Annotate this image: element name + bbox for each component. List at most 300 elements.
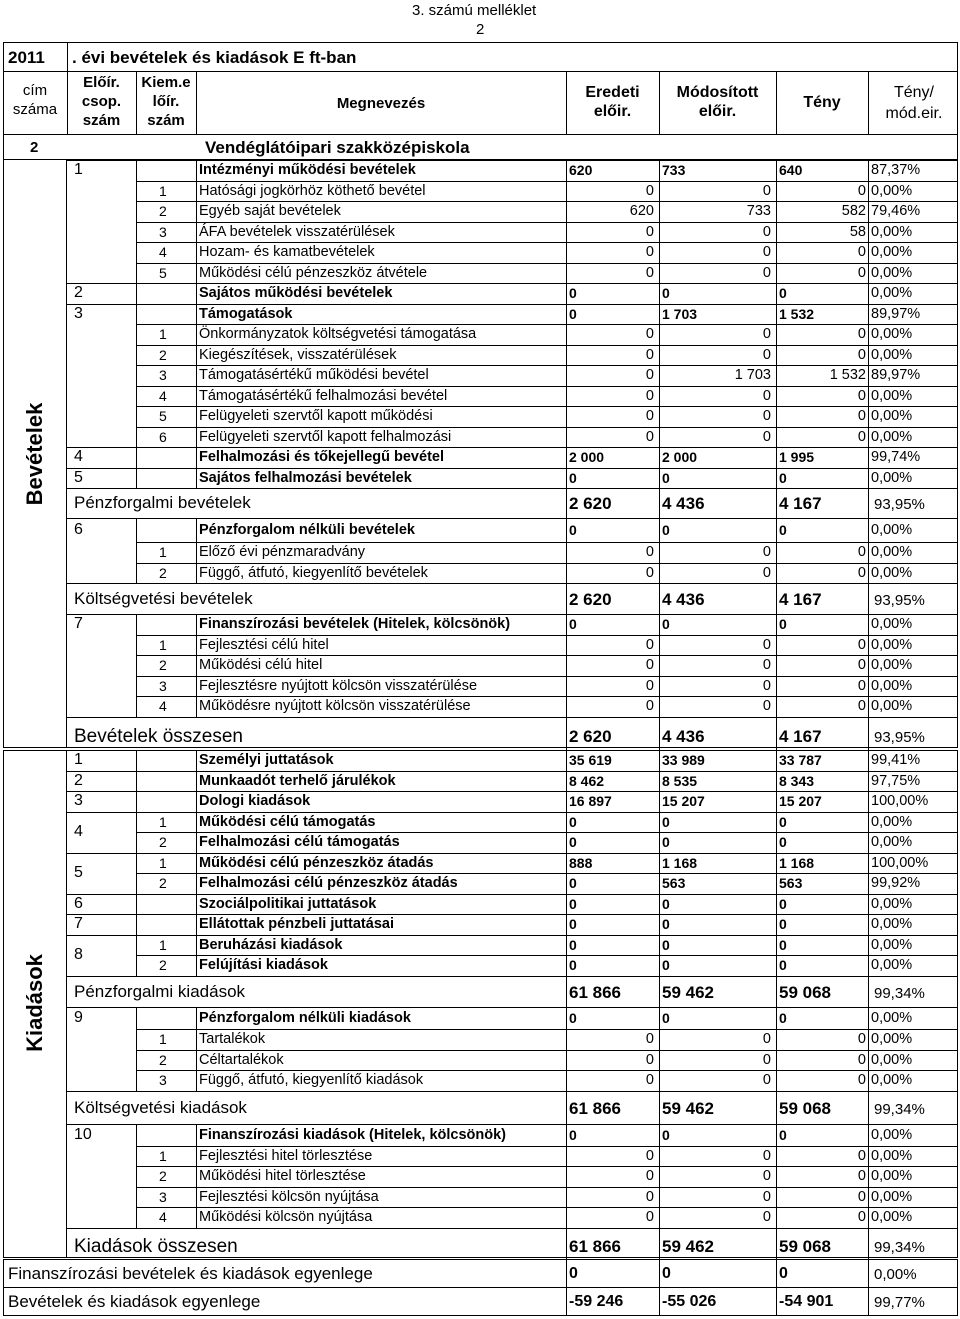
row-label: Pénzforgalom nélküli kiadások	[199, 1009, 411, 1026]
grid-line	[196, 955, 197, 976]
cell-percent: 0,00%	[871, 636, 913, 653]
cell-percent: 0,00%	[871, 346, 913, 363]
cell-eredeti: 0	[569, 957, 577, 973]
row-label: Támogatásértékű felhalmozási bevétel	[199, 387, 448, 404]
grid-line	[196, 894, 197, 915]
grid-line	[136, 222, 137, 243]
row-label: Felügyeleti szervtől kapott működési	[199, 408, 433, 424]
grid-line	[136, 324, 137, 345]
grid-line	[868, 324, 869, 345]
grid-line	[66, 914, 958, 915]
cell-eredeti: 0	[645, 1072, 654, 1088]
row-label: Működési célú pénzeszköz átadás	[199, 854, 434, 871]
cell-teny: 0	[857, 1209, 866, 1225]
grid-line	[196, 1007, 197, 1030]
row-sub-number: 2	[159, 875, 167, 891]
cell-teny: 0	[857, 182, 866, 199]
grid-line	[659, 832, 660, 853]
grid-line	[566, 1228, 567, 1263]
row-sub-number: 1	[159, 1031, 167, 1047]
row-label: Tartalékok	[199, 1031, 266, 1047]
cell-modositott: 4 436	[662, 494, 705, 513]
grid-line	[196, 386, 197, 407]
cell-teny: 1 532	[779, 305, 815, 322]
grid-line	[566, 447, 567, 468]
grid-line	[196, 518, 197, 542]
grid-line	[196, 1166, 197, 1187]
grid-line	[136, 542, 137, 563]
cell-percent: 89,97%	[871, 367, 921, 383]
grid-line	[196, 563, 197, 584]
row-group-number: 3	[74, 304, 83, 322]
cell-modositott: 0	[762, 326, 771, 342]
cell-percent: 89,97%	[871, 305, 921, 322]
row-sub-number: 1	[159, 936, 167, 953]
row-group-number: 5	[74, 468, 83, 486]
cell-teny: 59 068	[779, 982, 831, 1002]
grid-line	[659, 812, 660, 833]
row-group-number: 1	[74, 161, 83, 178]
grid-line	[136, 242, 137, 263]
cell-percent: 0,00%	[871, 408, 913, 424]
row-label: Felügyeleti szervtől kapott felhalmozási	[199, 428, 452, 445]
grid-line	[196, 304, 197, 325]
cell-eredeti: 0	[645, 1168, 654, 1184]
cell-teny: 0	[857, 1051, 866, 1068]
cell-modositott: 0	[662, 813, 670, 830]
cell-teny: 0	[779, 957, 787, 973]
grid-line	[659, 873, 660, 894]
grid-line	[136, 1207, 137, 1228]
grid-line	[566, 283, 567, 304]
grid-line	[136, 935, 137, 956]
row-sub-number: 1	[159, 182, 167, 199]
row-label: Támogatások	[199, 305, 293, 322]
cell-eredeti: 0	[569, 616, 577, 632]
cell-teny: 640	[779, 162, 803, 178]
grid-line	[66, 853, 958, 854]
row-label: ÁFA bevételek visszatérülések	[199, 223, 395, 240]
grid-line	[196, 812, 197, 833]
grid-line	[196, 771, 197, 792]
grid-line	[566, 914, 567, 935]
grid-line	[136, 696, 958, 697]
grid-line	[566, 1007, 567, 1030]
grid-line	[196, 853, 197, 874]
cell-modositott: 0	[662, 1265, 671, 1282]
cell-teny: 0	[857, 428, 866, 445]
row-sub-number: 4	[159, 244, 167, 260]
cell-percent: 0,00%	[871, 895, 913, 912]
grid-line	[136, 242, 958, 243]
header-eredeti: előir.	[593, 103, 632, 120]
cell-eredeti: 35 619	[569, 752, 612, 768]
grid-line	[66, 1228, 958, 1229]
cell-teny: 59 068	[779, 1098, 831, 1118]
cell-eredeti: 0	[569, 285, 577, 301]
subtotal-label: Költségvetési kiadások	[74, 1097, 247, 1117]
row-group-number: 10	[74, 1125, 92, 1143]
grid-line	[566, 750, 567, 771]
grid-line	[566, 853, 567, 874]
grid-line	[659, 468, 660, 489]
row-group-number: 7	[74, 615, 83, 632]
cell-eredeti: 0	[645, 1188, 654, 1205]
cell-modositott: 0	[762, 564, 771, 581]
cell-eredeti: 0	[645, 636, 654, 653]
grid-line	[196, 914, 197, 935]
grid-line	[196, 696, 197, 717]
grid-line	[868, 791, 869, 812]
grid-line	[136, 955, 958, 956]
cell-teny: 582	[841, 203, 866, 219]
grid-line	[136, 635, 958, 636]
grid-line	[136, 365, 958, 366]
cell-teny: 0	[857, 1147, 866, 1164]
grid-line	[66, 160, 958, 161]
grid-line	[136, 894, 137, 915]
cell-modositott: 0	[662, 936, 670, 953]
grid-line	[136, 345, 137, 366]
cell-teny: 563	[779, 875, 803, 891]
row-sub-number: 1	[159, 544, 167, 560]
grid-line	[566, 304, 567, 325]
grid-line	[659, 955, 660, 976]
grid-line	[196, 283, 197, 304]
cell-modositott: 0	[662, 469, 670, 486]
cell-modositott: 0	[762, 677, 771, 694]
cell-percent: 0,00%	[871, 1188, 913, 1205]
grid-line	[868, 1070, 869, 1091]
grid-line	[136, 1146, 958, 1147]
cell-teny: 0	[779, 1265, 788, 1282]
cell-eredeti: 0	[569, 469, 577, 486]
row-sub-number: 3	[159, 1188, 167, 1205]
grid-line	[196, 324, 197, 345]
grid-line	[868, 914, 869, 935]
grid-line	[136, 468, 137, 489]
grid-line	[136, 676, 137, 697]
row-label: Működési célú hitel	[199, 657, 323, 673]
grid-line	[659, 976, 660, 1007]
cell-teny: 0	[779, 895, 787, 912]
grid-line	[196, 1050, 197, 1071]
grid-line	[776, 812, 777, 833]
row-group-number: 2	[74, 771, 83, 789]
cell-eredeti: 61 866	[569, 1098, 621, 1118]
grid-line	[566, 71, 567, 135]
cell-eredeti: 0	[569, 936, 577, 953]
grid-line	[776, 935, 777, 956]
grid-line	[659, 771, 660, 792]
grid-line	[566, 518, 567, 542]
grid-line	[136, 676, 958, 677]
cell-teny: 4 167	[779, 726, 822, 746]
row-label: Céltartalékok	[199, 1051, 284, 1068]
cell-modositott: 4 436	[662, 726, 705, 746]
grid-line	[566, 583, 567, 614]
grid-line	[136, 447, 137, 468]
cell-eredeti: 0	[645, 326, 654, 342]
grid-line	[136, 1124, 137, 1146]
grid-line	[196, 1029, 197, 1050]
grid-line	[659, 935, 660, 956]
header-teny: Tény	[803, 94, 841, 111]
row-label: Függő, átfutó, kiegyenlítő kiadások	[199, 1072, 424, 1088]
grid-line	[776, 717, 777, 755]
cell-percent: 0,00%	[871, 1031, 913, 1047]
cell-modositott: 0	[762, 698, 771, 714]
row-sub-number: 2	[159, 203, 167, 219]
cell-modositott: 59 462	[662, 982, 714, 1002]
row-group-number: 6	[74, 521, 83, 538]
cell-eredeti: 0	[645, 1147, 654, 1164]
cell-eredeti: 0	[569, 916, 577, 932]
header-eredeti: Eredeti	[585, 84, 640, 101]
row-group-number: 6	[74, 894, 83, 912]
grid-line	[136, 853, 137, 874]
cell-percent: 93,95%	[874, 728, 925, 746]
institution-name: Vendéglátóipari szakközépiskola	[205, 138, 470, 157]
grid-line	[868, 386, 869, 407]
grid-line	[196, 201, 197, 222]
grid-line	[659, 1091, 660, 1124]
grid-line	[868, 1228, 869, 1263]
grid-line	[868, 583, 869, 614]
grid-line	[868, 488, 869, 518]
grid-line	[659, 283, 660, 304]
grid-line	[66, 447, 958, 448]
cell-modositott: 0	[762, 657, 771, 673]
cell-percent: 0,00%	[871, 544, 913, 560]
cell-teny: 4 167	[779, 590, 822, 609]
grid-line	[566, 812, 567, 833]
grand-total-label: Bevételek összesen	[74, 725, 243, 747]
cell-teny: 0	[779, 616, 787, 632]
row-label: Fejlesztési hitel törlesztése	[199, 1147, 373, 1164]
cell-percent: 0,00%	[871, 223, 913, 240]
grid-line	[136, 324, 958, 325]
institution-row	[3, 134, 958, 160]
grid-line	[196, 676, 197, 697]
grid-line	[196, 1124, 197, 1146]
grid-line	[196, 791, 197, 812]
grid-line	[196, 468, 197, 489]
cell-percent: 0,00%	[871, 616, 913, 632]
cell-eredeti: 0	[645, 408, 654, 424]
row-group-number: 8	[74, 946, 83, 963]
cell-percent: 100,00%	[871, 854, 929, 871]
cell-eredeti: 0	[645, 182, 654, 199]
grid-line	[566, 1124, 567, 1146]
cell-modositott: 0	[662, 834, 670, 850]
grid-line	[136, 201, 958, 202]
row-label: Sajátos működési bevételek	[199, 285, 393, 301]
grid-line	[136, 873, 137, 894]
cell-modositott: 0	[662, 616, 670, 632]
grid-line	[136, 563, 137, 584]
grid-line	[136, 263, 137, 284]
cell-modositott: 0	[662, 916, 670, 932]
cell-teny: 0	[857, 1072, 866, 1088]
grid-line	[66, 717, 958, 718]
row-label: Felújítási kiadások	[199, 957, 328, 973]
grid-line	[196, 832, 197, 853]
grid-line	[136, 1166, 958, 1167]
grid-line	[196, 1146, 197, 1167]
cell-percent: 99,34%	[874, 984, 925, 1002]
row-sub-number: 2	[159, 564, 167, 581]
cell-eredeti: 8 462	[569, 772, 605, 789]
cell-modositott: 59 462	[662, 1098, 714, 1118]
cell-modositott: 0	[762, 408, 771, 424]
cell-eredeti: 0	[569, 1265, 578, 1282]
cell-teny: 0	[779, 834, 787, 850]
cell-modositott: 733	[746, 203, 771, 219]
grid-line	[136, 201, 137, 222]
grid-line	[776, 283, 777, 304]
row-group-number: 1	[74, 751, 83, 768]
grid-line	[868, 1259, 869, 1288]
cell-percent: 0,00%	[871, 326, 913, 342]
row-label: Támogatásértékű működési bevétel	[199, 367, 429, 383]
row-sub-number: 4	[159, 698, 167, 714]
balance-label: Bevételek és kiadások egyenlege	[8, 1292, 261, 1311]
grid-line	[659, 518, 660, 542]
cell-percent: 99,77%	[874, 1294, 925, 1311]
cell-modositott: 0	[662, 285, 670, 301]
grid-line	[66, 812, 958, 813]
cell-teny: 0	[857, 1168, 866, 1184]
row-group-number: 2	[74, 284, 83, 301]
subtotal-label: Költségvetési bevételek	[74, 589, 253, 608]
grid-line	[868, 955, 869, 976]
row-label: Fejlesztési kölcsön nyújtása	[199, 1188, 379, 1205]
cell-percent: 0,00%	[871, 285, 913, 301]
row-sub-number: 1	[159, 636, 167, 653]
grid-line	[136, 873, 958, 874]
grid-line	[776, 853, 777, 874]
grid-line	[868, 812, 869, 833]
cell-teny: -54 901	[779, 1293, 834, 1310]
grid-line	[196, 365, 197, 386]
cell-modositott: 0	[762, 387, 771, 404]
cell-percent: 0,00%	[871, 1168, 913, 1184]
grid-line	[659, 304, 660, 325]
grid-line	[66, 771, 958, 772]
cell-percent: 0,00%	[871, 1209, 913, 1225]
annex-label: 3. számú melléklet	[412, 2, 537, 19]
grid-line	[196, 655, 197, 676]
grid-line	[136, 222, 958, 223]
grid-line	[659, 1287, 660, 1316]
cell-eredeti: 2 620	[569, 726, 612, 746]
grid-line	[136, 655, 137, 676]
cell-percent: 100,00%	[871, 793, 929, 809]
row-sub-number: 3	[159, 1072, 167, 1088]
grid-line	[196, 447, 197, 468]
grid-line	[196, 222, 197, 243]
grid-line	[136, 1146, 137, 1167]
cell-modositott: 2 000	[662, 449, 698, 465]
subtotal-label: Pénzforgalmi bevételek	[74, 493, 251, 512]
cell-eredeti: 0	[569, 813, 577, 830]
row-group-number: 4	[74, 823, 83, 840]
row-label: Hozam- és kamatbevételek	[199, 244, 375, 260]
row-label: Személyi juttatások	[199, 752, 334, 768]
grid-line	[136, 160, 137, 181]
grid-line	[868, 1124, 869, 1146]
row-sub-number: 3	[159, 367, 167, 383]
grid-line	[566, 468, 567, 489]
row-sub-number: 3	[159, 677, 167, 694]
row-sub-number: 5	[159, 264, 167, 281]
cell-modositott: 0	[662, 1009, 670, 1026]
grid-line	[868, 750, 869, 771]
grid-line	[659, 1259, 660, 1288]
grid-line	[776, 304, 777, 325]
grid-line	[136, 1166, 137, 1187]
cell-teny: 15 207	[779, 793, 822, 809]
cell-eredeti: 0	[645, 244, 654, 260]
grid-line	[868, 696, 869, 717]
grid-line	[66, 304, 958, 305]
grid-line	[566, 976, 567, 1007]
grid-line	[136, 542, 958, 543]
row-sub-number: 6	[159, 428, 167, 445]
grid-line	[776, 914, 777, 935]
cell-modositott: 1 703	[734, 367, 771, 383]
cell-teny: 58	[849, 223, 866, 240]
grid-line	[868, 1207, 869, 1228]
grid-line	[196, 427, 197, 448]
grid-line	[566, 955, 567, 976]
row-label: Finanszírozási kiadások (Hitelek, kölcsönök)	[199, 1126, 507, 1143]
grid-line	[776, 447, 777, 468]
grid-line	[868, 1146, 869, 1167]
row-label: Fejlesztési célú hitel	[199, 636, 329, 653]
cell-eredeti: 0	[645, 264, 654, 281]
cell-teny: 0	[857, 698, 866, 714]
cell-eredeti: 0	[569, 1009, 577, 1026]
cell-teny: 33 787	[779, 752, 822, 768]
grid-line	[868, 832, 869, 853]
grid-line	[566, 488, 567, 518]
cell-eredeti: 0	[645, 544, 654, 560]
cell-modositott: 0	[662, 957, 670, 973]
row-sub-number: 2	[159, 346, 167, 363]
grid-line	[776, 894, 777, 915]
cell-teny: 0	[857, 1031, 866, 1047]
grid-line	[196, 181, 197, 202]
cell-eredeti: 0	[569, 305, 577, 322]
header-modositott: előir.	[698, 103, 737, 120]
grid-line	[868, 771, 869, 792]
header-cim: cím	[22, 82, 48, 99]
cell-teny: 0	[857, 326, 866, 342]
grid-line	[868, 406, 869, 427]
cell-teny: 1 168	[779, 854, 815, 871]
title-year: 2011	[8, 48, 45, 67]
cell-percent: 0,00%	[871, 957, 913, 973]
row-label: Önkormányzatok költségvetési támogatása	[199, 326, 477, 342]
cell-teny: 0	[857, 544, 866, 560]
grid-line	[776, 1091, 777, 1124]
grid-line	[566, 894, 567, 915]
grid-line	[136, 563, 958, 564]
grid-line	[136, 406, 958, 407]
grid-line	[659, 160, 660, 181]
